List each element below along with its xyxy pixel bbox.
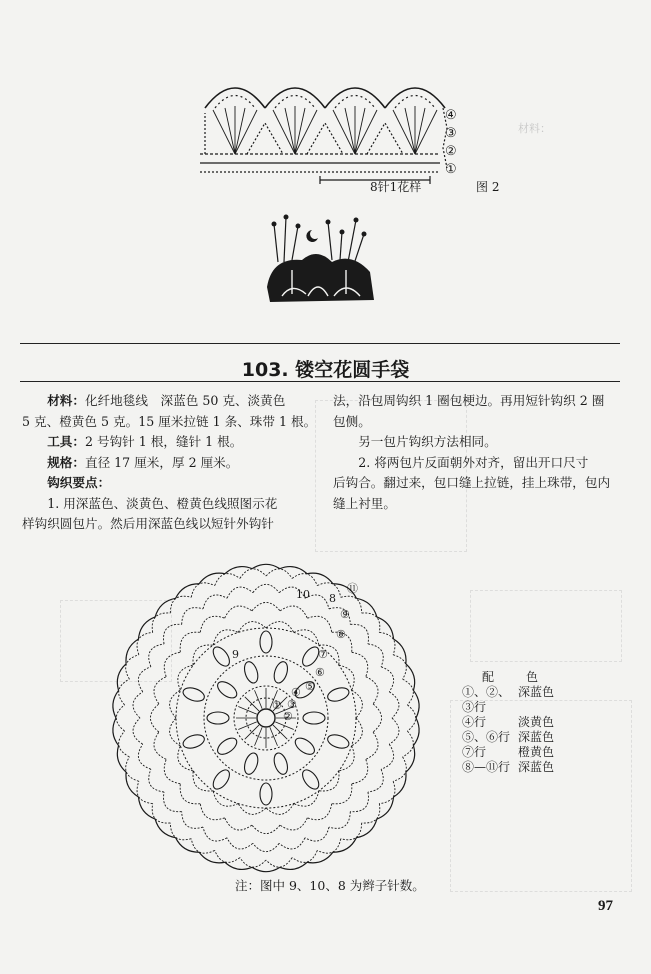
figure-label: 图 2	[476, 180, 500, 194]
round-label: 10	[296, 588, 310, 601]
diagram-note: 注：图中 9、10、8 为辫子针数。	[235, 878, 425, 893]
pattern-repeat-caption: 8针1花样	[370, 180, 422, 194]
round-labels	[106, 558, 426, 878]
bleed-through-text	[470, 170, 474, 187]
round-label: ⑦	[318, 648, 328, 661]
round-label: ③	[287, 698, 297, 711]
step-1-text-cont: 样钩织圆包片。然后用深蓝色线以短针外钩针	[22, 516, 274, 531]
round-label: ⑤	[305, 680, 315, 693]
step-1-text: 1. 用深蓝色、淡黄色、橙黄色线照图示花	[47, 495, 278, 511]
scallop-arc	[265, 88, 325, 108]
moon-icon	[306, 230, 318, 242]
decorative-ornament	[262, 212, 382, 312]
bleed-through-text: 材料：	[518, 122, 628, 135]
round-label: ①	[272, 699, 282, 712]
step-2-text: 2. 将两包片反面朝外对齐，留出开口尺寸	[358, 454, 589, 470]
legend-row: ④行 淡黄色	[462, 715, 555, 729]
spec-label: 规格：	[47, 454, 85, 470]
other-piece-text: 另一包片钩织方法相同。	[358, 434, 497, 449]
page-number: 97	[598, 898, 613, 914]
materials-label: 材料：	[47, 393, 85, 408]
scallop-arc	[325, 88, 385, 108]
materials-text: 化纤地毯线 深蓝色 50 克、淡黄色	[84, 393, 286, 408]
scallop-arc	[205, 88, 265, 108]
materials-text-cont: 5 克、橙黄色 5 克。15 厘米拉链 1 条、珠带 1 根。	[22, 413, 317, 429]
step-2-text-cont2: 缝上衬里。	[333, 495, 396, 511]
edging-pattern-chart	[185, 68, 465, 198]
tools-text: 2 号钩针 1 根，缝针 1 根。	[84, 434, 243, 449]
round-label: ④	[291, 686, 301, 699]
legend-row: ⑤、⑥行 深蓝色	[462, 730, 555, 744]
color-legend	[462, 670, 554, 775]
tools-label: 工具：	[47, 434, 85, 449]
legend-row: ①、②、③行 深蓝色	[462, 685, 555, 714]
row-markers: ④ ③ ② ①	[445, 108, 457, 177]
round-label: ②	[283, 710, 293, 723]
round-label: 9	[232, 648, 239, 661]
round-label: 8	[329, 592, 336, 605]
bottom-rule	[20, 381, 620, 382]
round-label: ⑥	[315, 666, 325, 679]
points-heading: 钩织要点：	[47, 475, 111, 490]
legend-heading: 配 色	[482, 670, 549, 684]
round-label: ⑨	[340, 608, 350, 621]
page-title: 103. 镂空花圆手袋	[241, 359, 410, 381]
legend-row: ⑧—⑪行 深蓝色	[462, 760, 555, 774]
round-label: ⑪	[347, 582, 358, 595]
step-2-text-cont: 后钩合。翻过来，包口缝上拉链，挂上珠带，包内	[333, 475, 611, 490]
scallop-arc	[385, 88, 445, 108]
top-rule	[20, 343, 620, 344]
spec-text: 直径 17 厘米，厚 2 厘米。	[84, 454, 239, 470]
legend-row: ⑦行 橙黄色	[462, 745, 555, 759]
step-1-text-cont2: 法，沿包周钩织 1 圈包梗边。再用短针钩织 2 圈	[333, 393, 605, 408]
left-column-text	[22, 391, 337, 535]
bleed-through-figure	[470, 590, 622, 662]
right-column-text	[333, 391, 633, 514]
round-label: ⑧	[336, 628, 346, 641]
step-1-text-cont3: 包侧。	[333, 413, 371, 429]
